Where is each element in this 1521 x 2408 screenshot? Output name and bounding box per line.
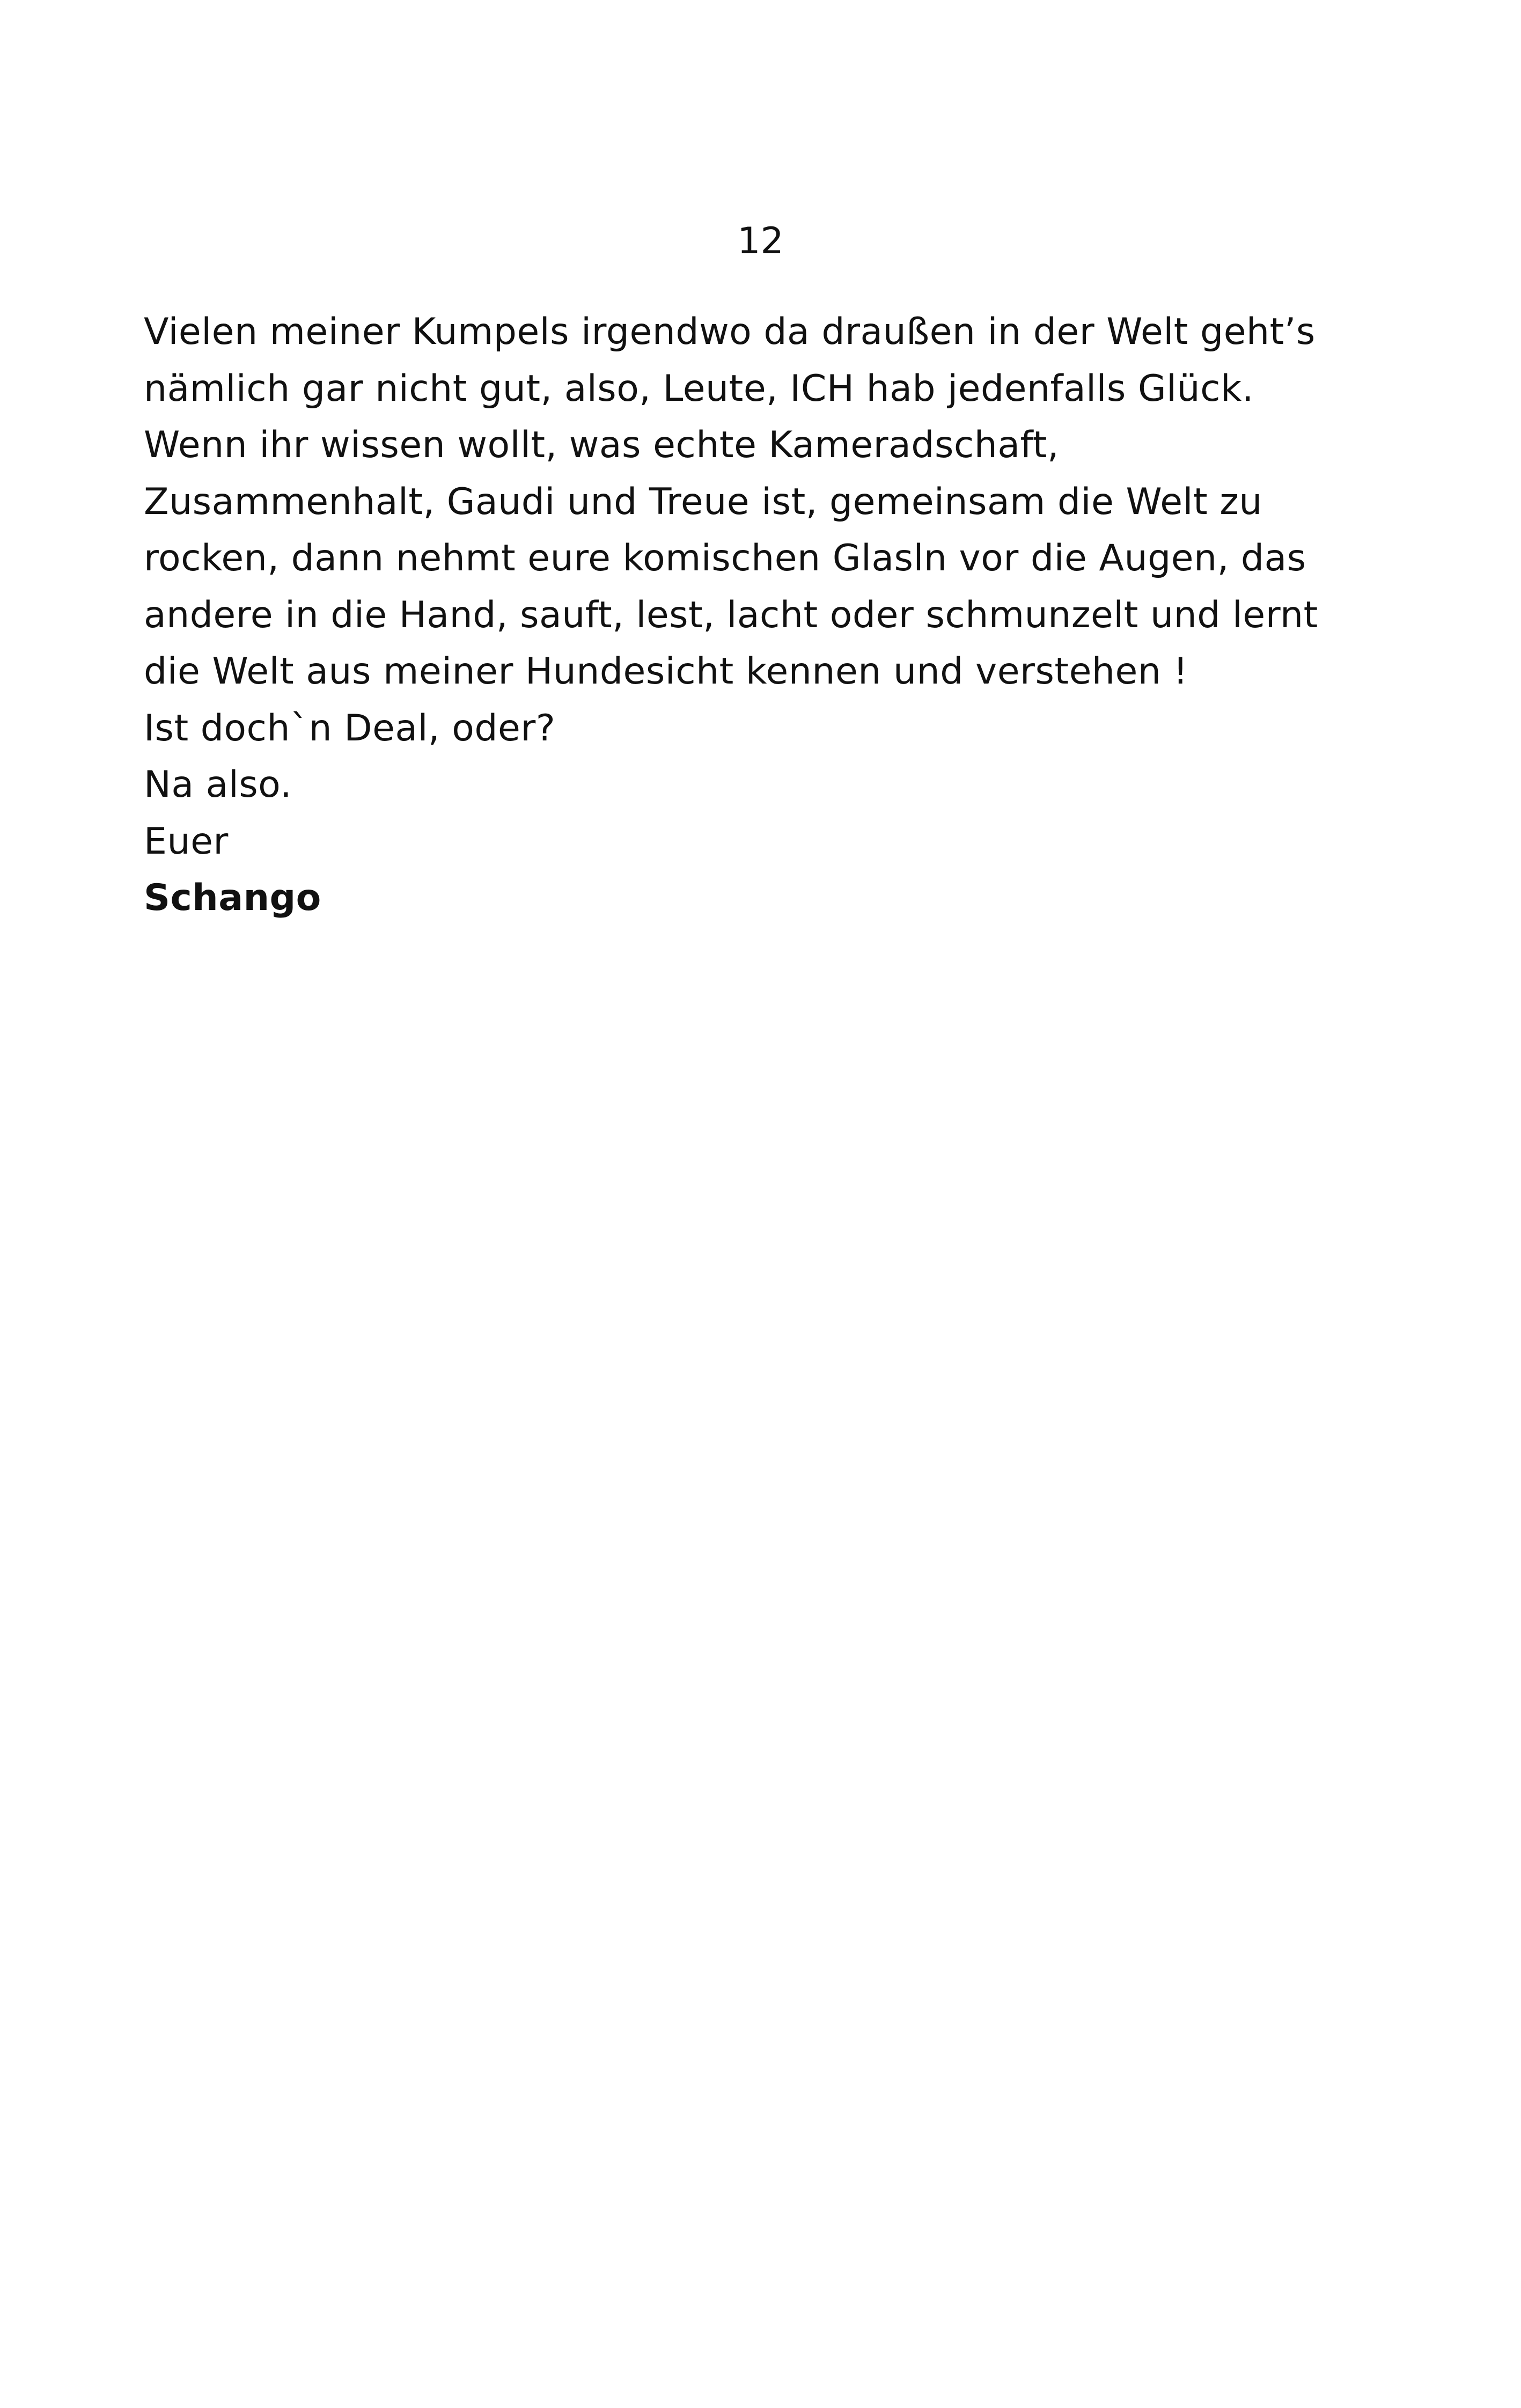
body-text (144, 304, 1431, 927)
text-line: andere in die Hand, sauft, lest, lacht oder schmunzelt und lernt (144, 593, 1318, 636)
text-line: die Welt aus meiner Hundesicht kennen und verstehen ! (144, 650, 1188, 693)
text-line: Zusammenhalt, Gaudi und Treue ist, gemeinsam die Welt zu (144, 480, 1263, 523)
signature: Schango (144, 877, 321, 919)
text-line: Na also. (144, 763, 292, 806)
text-line: rocken, dann nehmt eure komischen Glasln vor die Augen, das (144, 537, 1306, 579)
text-line: Vielen meiner Kumpels irgendwo da draußen in der Welt geht’s (144, 311, 1316, 353)
text-line: nämlich gar nicht gut, also, Leute, ICH hab jedenfalls Glück. (144, 367, 1254, 410)
text-line: Ist doch`n Deal, oder? (144, 707, 556, 750)
text-line: Euer (144, 820, 229, 863)
text-line: Wenn ihr wissen wollt, was echte Kameradschaft, (144, 424, 1060, 466)
page-number: 12 (737, 220, 784, 262)
